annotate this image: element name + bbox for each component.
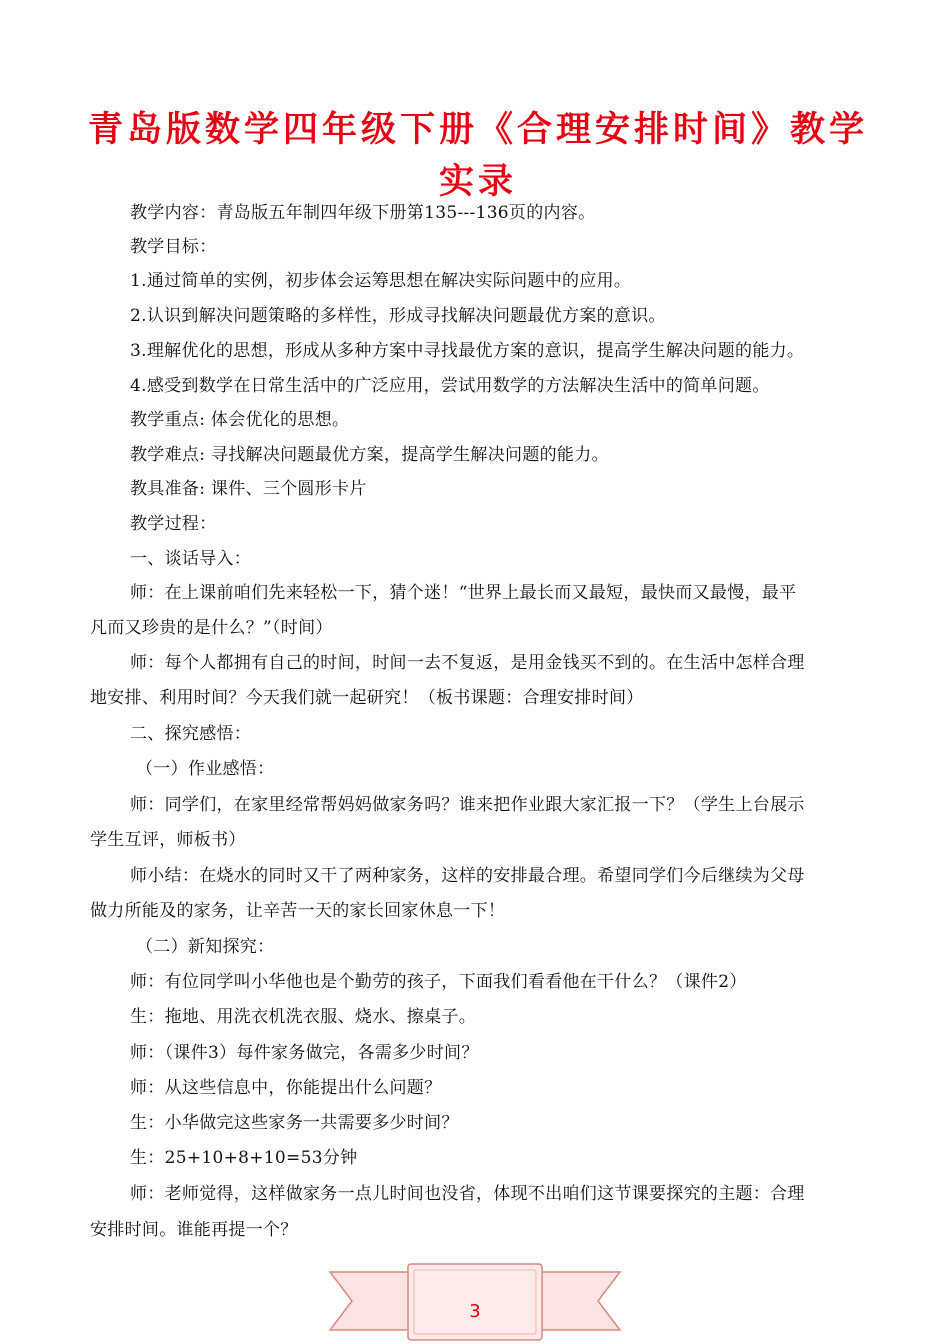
text-line: （二）新知探究： bbox=[136, 937, 275, 957]
text-line: 教具准备: 课件、三个圆形卡片 bbox=[130, 479, 367, 499]
text-line: 师：每个人都拥有自己的时间，时间一去不复返，是用金钱买不到的。在生活中怎样合理 bbox=[130, 653, 805, 673]
text-line: 一、谈话导入： bbox=[130, 549, 252, 569]
text-line: 师：老师觉得，这样做家务一点儿时间也没省，体现不出咱们这节课要探究的主题：合理 bbox=[130, 1184, 805, 1204]
text-line: 二、探究感悟： bbox=[130, 724, 252, 744]
text-line: 师小结：在烧水的同时又干了两种家务，这样的安排最合理。希望同学们今后继续为父母 bbox=[130, 866, 805, 886]
text-line: 地安排、利用时间？今天我们就一起研究！（板书课题：合理安排时间） bbox=[90, 688, 644, 708]
text-line: 师：（课件3）每件家务做完，各需多少时间？ bbox=[130, 1043, 479, 1063]
text-line: 师：在上课前咱们先来轻松一下，猜个迷！“世界上最长而又最短，最快而又最慢，最平 bbox=[130, 583, 797, 603]
text-line: （一）作业感悟： bbox=[136, 759, 275, 779]
text-line: 3.理解优化的思想，形成从多种方案中寻找最优方案的意识，提高学生解决问题的能力。 bbox=[130, 341, 805, 361]
text-line: 教学重点: 体会优化的思想。 bbox=[130, 410, 350, 430]
text-line: 1.通过简单的实例，初步体会运筹思想在解决实际问题中的应用。 bbox=[130, 271, 632, 291]
text-line: 学生互评，师板书） bbox=[90, 830, 246, 850]
text-line: 教学内容：青岛版五年制四年级下册第135---136页的内容。 bbox=[130, 203, 596, 223]
text-line: 凡而又珍贵的是什么？”（时间） bbox=[90, 618, 333, 638]
text-line: 做力所能及的家务，让辛苦一天的家长回家休息一下！ bbox=[90, 901, 506, 921]
text-line: 师：从这些信息中，你能提出什么问题？ bbox=[130, 1078, 442, 1098]
document-title-line-2: 实录 bbox=[438, 162, 517, 202]
page-number: 3 bbox=[469, 1301, 481, 1322]
text-line: 师：同学们，在家里经常帮妈妈做家务吗？谁来把作业跟大家汇报一下？（学生上台展示 bbox=[130, 795, 805, 815]
text-line: 4.感受到数学在日常生活中的广泛应用，尝试用数学的方法解决生活中的简单问题。 bbox=[130, 376, 770, 396]
text-line: 教学目标： bbox=[130, 237, 217, 257]
text-line: 教学难点: 寻找解决问题最优方案，提高学生解决问题的能力。 bbox=[130, 445, 609, 465]
text-line: 安排时间。谁能再提一个？ bbox=[90, 1220, 298, 1240]
text-line: 师：有位同学叫小华他也是个勤劳的孩子，下面我们看看他在干什么？（课件2） bbox=[130, 972, 747, 992]
text-line: 生：25+10+8+10=53分钟 bbox=[130, 1148, 358, 1168]
document-title-line-1: 青岛版数学四年级下册《合理安排时间》教学 bbox=[88, 110, 869, 150]
text-line: 教学过程： bbox=[130, 514, 217, 534]
text-line: 生：拖地、用洗衣机洗衣服、烧水、擦桌子。 bbox=[130, 1007, 476, 1027]
text-line: 2.认识到解决问题策略的多样性，形成寻找解决问题最优方案的意识。 bbox=[130, 306, 666, 326]
text-line: 生：小华做完这些家务一共需要多少时间？ bbox=[130, 1113, 459, 1133]
